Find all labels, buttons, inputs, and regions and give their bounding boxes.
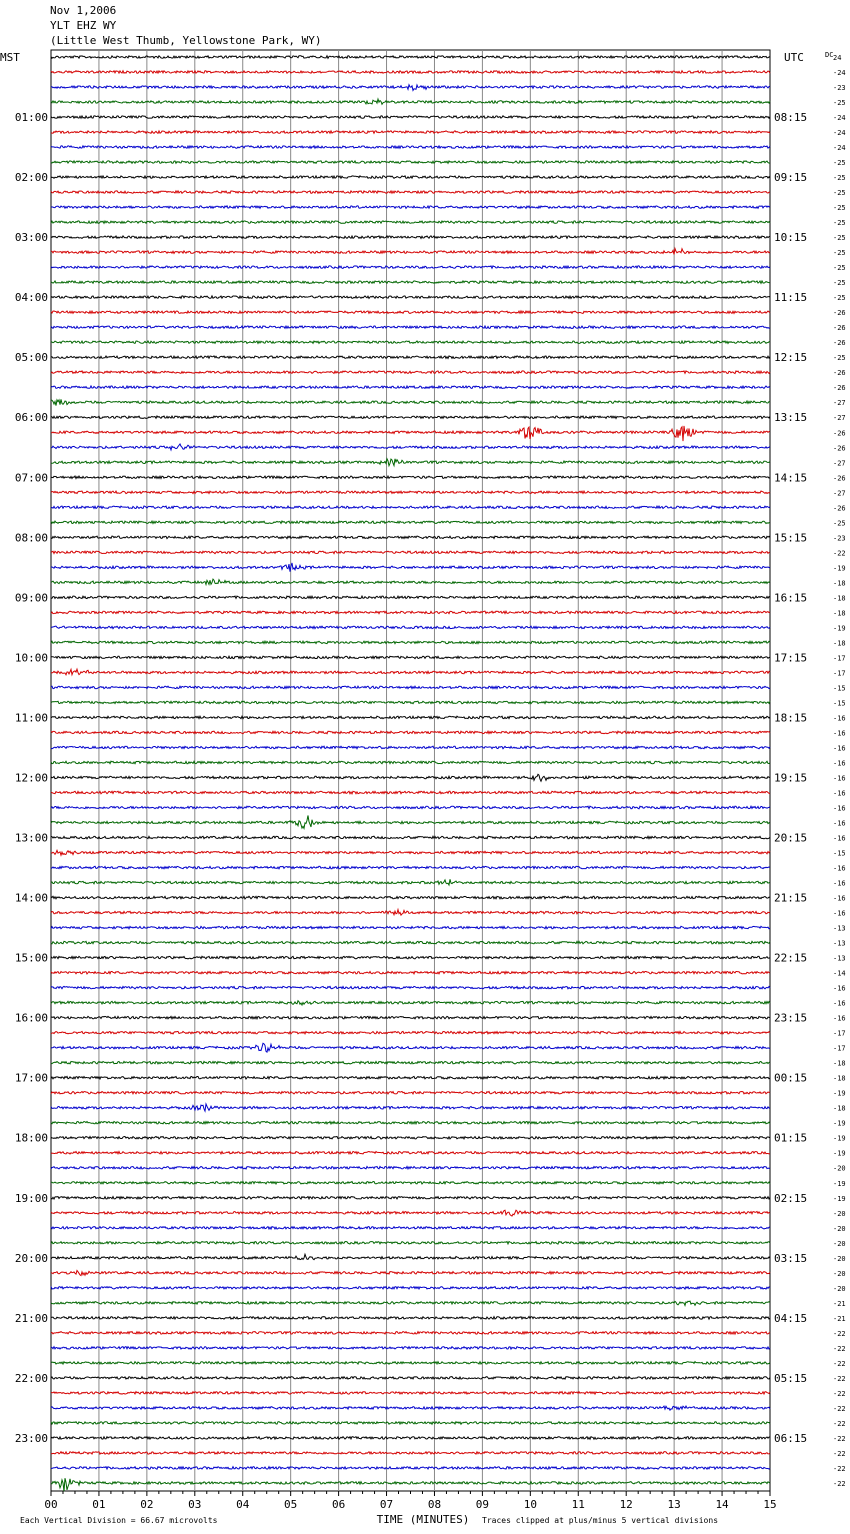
dc-offset-label: -13 [833, 939, 846, 948]
seismic-trace [51, 774, 770, 781]
left-hour-label: 03:00 [14, 231, 48, 245]
seismic-trace [51, 1478, 770, 1491]
dc-offset-label: -16 [833, 819, 846, 828]
seismic-trace [51, 491, 770, 494]
seismic-trace [51, 99, 770, 104]
seismic-trace [51, 1287, 770, 1290]
x-tick-label: 03 [188, 1498, 202, 1511]
dc-offset-label: -25 [833, 174, 846, 183]
seismic-trace [51, 1377, 770, 1380]
dc-offset-label: -17 [833, 654, 846, 663]
right-hour-label: 08:15 [774, 111, 808, 125]
dc-offset-label: -20 [833, 1284, 846, 1293]
x-tick-label: 14 [715, 1498, 729, 1511]
dc-offset-label: -16 [833, 744, 846, 753]
seismic-trace [51, 1122, 770, 1125]
seismic-trace [51, 1332, 770, 1335]
seismic-trace [51, 371, 770, 374]
dc-offset-label: -26 [833, 309, 846, 318]
x-tick-label: 06 [331, 1498, 346, 1511]
dc-offset-label: -26 [833, 324, 846, 333]
left-hour-label: 04:00 [14, 291, 48, 305]
seismic-trace [51, 866, 770, 869]
right-hour-label: 21:15 [774, 891, 808, 905]
x-axis-title: TIME (MINUTES) [376, 1513, 470, 1526]
dc-offset-label: -26 [833, 444, 846, 453]
dc-offset-label: -16 [833, 984, 846, 993]
left-hour-label: 07:00 [14, 471, 48, 485]
seismic-trace [51, 1452, 770, 1455]
dc-offset-label: -22 [833, 1479, 846, 1488]
dc-offset-label: -22 [833, 1359, 846, 1368]
right-hour-label: 12:15 [774, 351, 808, 365]
x-tick-label: 05 [284, 1498, 298, 1511]
left-hour-label: 18:00 [14, 1131, 48, 1145]
seismic-trace [51, 836, 770, 839]
dc-offset-label: -22 [833, 1344, 846, 1353]
dc-offset-label: -19 [833, 1134, 846, 1143]
seismic-trace [51, 956, 770, 959]
seismic-trace [51, 791, 770, 794]
right-hour-label: 15:15 [774, 531, 808, 545]
clip-note: Traces clipped at plus/minus 5 vertical divisions [482, 1516, 719, 1525]
dc-offset-label: -25 [833, 189, 846, 198]
dc-offset-label: -25 [833, 519, 846, 528]
right-timezone-label: UTC [784, 51, 804, 64]
seismic-trace [51, 716, 770, 719]
dc-offset-label: -16 [833, 834, 846, 843]
dc-offset-label: -24 [833, 129, 846, 138]
dc-offset-label: -19 [833, 1194, 846, 1203]
left-hour-label: 12:00 [14, 771, 48, 785]
x-tick-label: 12 [619, 1498, 633, 1511]
left-hour-label: 14:00 [14, 891, 48, 905]
x-tick-label: 08 [427, 1498, 442, 1511]
seismic-trace [51, 1362, 770, 1365]
right-hour-label: 01:15 [774, 1131, 808, 1145]
dc-offset-label: -18 [833, 579, 846, 588]
seismic-trace [51, 191, 770, 194]
dc-offset-label: -19 [833, 624, 846, 633]
right-hour-label: 20:15 [774, 831, 808, 845]
dc-offset-label: -21 [833, 1314, 846, 1323]
x-tick-label: 15 [763, 1498, 777, 1511]
dc-offset-label: -25 [833, 234, 846, 243]
dc-offset-label: -16 [833, 1014, 846, 1023]
left-hour-label: 15:00 [14, 951, 48, 965]
right-hour-label: 03:15 [774, 1251, 808, 1265]
seismic-trace [51, 71, 770, 74]
dc-offset-label: -25 [833, 219, 846, 228]
seismic-trace [51, 1347, 770, 1350]
seismic-trace [51, 236, 770, 239]
x-tick-label: 10 [523, 1498, 537, 1511]
seismic-trace [51, 701, 770, 704]
seismic-trace [51, 1031, 770, 1034]
seismic-trace [51, 1210, 770, 1216]
seismic-trace [51, 1152, 770, 1155]
seismic-trace [51, 896, 770, 899]
left-hour-label: 09:00 [14, 591, 48, 605]
seismic-trace [51, 1242, 770, 1245]
seismic-trace [51, 1467, 770, 1470]
seismic-trace [51, 386, 770, 389]
dc-offset-label: -22 [833, 1464, 846, 1473]
seismic-trace [51, 426, 770, 441]
dc-offset-label: -19 [833, 1179, 846, 1188]
dc-offset-label: -19 [833, 564, 846, 573]
seismic-trace [51, 416, 770, 419]
seismic-trace [51, 161, 770, 164]
seismic-trace [51, 1076, 770, 1079]
dc-offset-label: -14 [833, 969, 846, 978]
dc-offset-label: -17 [833, 669, 846, 678]
dc-offset-label: -25 [833, 159, 846, 168]
dc-offset-label: -19 [833, 1089, 846, 1098]
seismic-trace [51, 85, 770, 91]
seismic-trace [51, 1104, 770, 1111]
x-tick-label: 07 [379, 1498, 394, 1511]
seismic-trace [51, 971, 770, 974]
dc-offset-label: -27 [833, 459, 846, 468]
seismic-trace [51, 341, 770, 344]
seismic-trace [51, 1227, 770, 1230]
dc-offset-label: -18 [833, 1059, 846, 1068]
seismic-trace [51, 806, 770, 809]
dc-offset-label: -18 [833, 639, 846, 648]
left-hour-label: 11:00 [14, 711, 48, 725]
dc-offset-label: -27 [833, 489, 846, 498]
seismic-trace [51, 356, 770, 359]
dc-offset-label: -16 [833, 909, 846, 918]
dc-offset-label: -26 [833, 504, 846, 513]
right-hour-label: 23:15 [774, 1011, 808, 1025]
dc-offset-label: -16 [833, 864, 846, 873]
dc-label: DC [825, 51, 834, 59]
seismic-trace [51, 816, 770, 829]
seismic-trace [51, 1197, 770, 1200]
dc-offset-label: -22 [833, 1329, 846, 1338]
seismic-trace [51, 206, 770, 209]
dc-offset-label: -15 [833, 684, 846, 693]
right-hour-label: 09:15 [774, 171, 808, 185]
dc-offset-label: -24 [833, 114, 846, 123]
seismic-trace [51, 281, 770, 284]
seismic-trace [51, 536, 770, 539]
seismic-trace [51, 116, 770, 119]
dc-offset-label: -21 [833, 1299, 846, 1308]
dc-offset-label: -20 [833, 1164, 846, 1173]
seismic-trace [51, 986, 770, 989]
seismic-trace [51, 879, 770, 885]
right-hour-label: 05:15 [774, 1371, 808, 1385]
dc-offset-label: -27 [833, 399, 846, 408]
seismic-trace [51, 146, 770, 149]
seismic-trace [51, 1137, 770, 1140]
dc-offset-label: -17 [833, 1029, 846, 1038]
right-hour-label: 04:15 [774, 1311, 808, 1325]
plot-frame [51, 50, 770, 1491]
left-hour-label: 02:00 [14, 171, 48, 185]
left-hour-label: 13:00 [14, 831, 48, 845]
dc-offset-label: -25 [833, 294, 846, 303]
right-hour-label: 19:15 [774, 771, 808, 785]
dc-offset-label: -25 [833, 354, 846, 363]
dc-offset-label: -22 [833, 1389, 846, 1398]
seismic-trace [51, 1301, 770, 1305]
dc-offset-label: -18 [833, 1104, 846, 1113]
dc-offset-label: -27 [833, 414, 846, 423]
seismic-trace [51, 1043, 770, 1052]
seismic-trace [51, 926, 770, 929]
right-hour-label: 02:15 [774, 1191, 808, 1205]
x-tick-label: 11 [571, 1498, 585, 1511]
seismic-trace [51, 1317, 770, 1320]
dc-offset-label: -20 [833, 1269, 846, 1278]
seismic-trace [51, 611, 770, 614]
left-hour-label: 17:00 [14, 1071, 48, 1085]
dc-offset-label: -19 [833, 1119, 846, 1128]
seismic-trace [51, 506, 770, 509]
left-timezone-label: MST [0, 51, 20, 64]
left-hour-label: 19:00 [14, 1191, 48, 1205]
seismic-trace [51, 266, 770, 269]
dc-offset-label: -22 [833, 1374, 846, 1383]
dc-offset-label: -26 [833, 384, 846, 393]
seismic-trace [51, 1271, 770, 1276]
station-name: YLT EHZ WY [50, 19, 117, 32]
dc-offset-label: -25 [833, 99, 846, 108]
seismic-trace [51, 656, 770, 659]
dc-offset-label: -18 [833, 1074, 846, 1083]
vertical-division-note: Each Vertical Division = 66.67 microvolts [20, 1516, 218, 1525]
seismic-trace [51, 746, 770, 749]
right-hour-label: 18:15 [774, 711, 808, 725]
seismic-trace [51, 551, 770, 554]
dc-offset-label: -16 [833, 804, 846, 813]
dc-offset-label: -26 [833, 474, 846, 483]
dc-offset-label: -17 [833, 1044, 846, 1053]
dc-offset-label: -23 [833, 84, 846, 93]
seismic-trace [51, 850, 770, 855]
dc-offset-label: -16 [833, 879, 846, 888]
seismic-trace [51, 1182, 770, 1185]
seismic-trace [51, 910, 770, 916]
seismic-trace [51, 399, 770, 405]
seismic-trace [51, 221, 770, 224]
seismic-trace [51, 131, 770, 134]
seismic-trace [51, 941, 770, 944]
dc-offset-label: -22 [833, 1449, 846, 1458]
x-tick-label: 02 [140, 1498, 154, 1511]
seismic-trace [51, 1167, 770, 1170]
x-tick-label: 01 [92, 1498, 106, 1511]
seismic-trace [51, 563, 770, 572]
dc-offset-label: -22 [833, 549, 846, 558]
left-hour-label: 05:00 [14, 351, 48, 365]
seismic-trace [51, 579, 770, 584]
left-hour-label: 20:00 [14, 1251, 48, 1265]
seismic-trace [51, 249, 770, 255]
right-hour-label: 10:15 [774, 231, 808, 245]
dc-offset-label: -20 [833, 1239, 846, 1248]
station-location: (Little West Thumb, Yellowstone Park, WY) [50, 34, 322, 47]
right-hour-label: 14:15 [774, 471, 808, 485]
seismic-trace [51, 1061, 770, 1064]
dc-offset-label: -22 [833, 1434, 846, 1443]
dc-offset-label: -16 [833, 894, 846, 903]
right-hour-label: 00:15 [774, 1071, 808, 1085]
chart-date: Nov 1,2006 [50, 4, 117, 17]
dc-offset-label: -16 [833, 789, 846, 798]
seismic-trace [51, 1392, 770, 1395]
left-hour-label: 10:00 [14, 651, 48, 665]
dc-offset-label: -20 [833, 1224, 846, 1233]
dc-offset-label: -22 [833, 1404, 846, 1413]
seismic-trace [51, 1016, 770, 1019]
seismic-trace [51, 444, 770, 450]
dc-offset-label: -20 [833, 1209, 846, 1218]
seismic-trace [51, 761, 770, 764]
dc-offset-label: -25 [833, 279, 846, 288]
left-hour-label: 21:00 [14, 1311, 48, 1325]
seismic-trace [51, 176, 770, 179]
dc-offset-label: -15 [833, 699, 846, 708]
seismic-trace [51, 56, 770, 59]
x-tick-label: 13 [667, 1498, 681, 1511]
seismic-trace [51, 669, 770, 675]
seismic-trace [51, 521, 770, 524]
seismic-trace [51, 311, 770, 314]
dc-offset-label: -15 [833, 849, 846, 858]
dc-offset-label: -26 [833, 429, 846, 438]
right-hour-label: 16:15 [774, 591, 808, 605]
seismic-trace [51, 1001, 770, 1005]
left-hour-label: 08:00 [14, 531, 48, 545]
right-hour-label: 13:15 [774, 411, 808, 425]
dc-offset-label: -16 [833, 999, 846, 1008]
dc-offset-label: -24 [833, 69, 846, 78]
seismic-trace [51, 596, 770, 599]
dc-offset-label: -26 [833, 339, 846, 348]
dc-offset-label: -20 [833, 1254, 846, 1263]
dc-offset-label: -16 [833, 774, 846, 783]
dc-offset-label: -13 [833, 924, 846, 933]
dc-offset-label: -18 [833, 609, 846, 618]
dc-offset-label: -13 [833, 954, 846, 963]
dc-offset-label: -24 [833, 144, 846, 153]
x-tick-label: 09 [475, 1498, 490, 1511]
x-tick-label: 00 [44, 1498, 58, 1511]
x-tick-label: 04 [236, 1498, 250, 1511]
dc-offset-label: -25 [833, 204, 846, 213]
right-hour-label: 17:15 [774, 651, 808, 665]
right-hour-label: 22:15 [774, 951, 808, 965]
dc-offset-label: -25 [833, 249, 846, 258]
seismic-trace [51, 1406, 770, 1410]
seismic-trace [51, 686, 770, 689]
seismic-trace [51, 296, 770, 299]
seismic-trace [51, 476, 770, 479]
dc-offset-label: -18 [833, 594, 846, 603]
dc-offset-label: 24 [833, 54, 842, 62]
dc-offset-label: -25 [833, 264, 846, 273]
right-hour-label: 11:15 [774, 291, 808, 305]
dc-offset-label: -16 [833, 759, 846, 768]
dc-offset-label: -26 [833, 369, 846, 378]
dc-offset-label: -23 [833, 534, 846, 543]
right-hour-label: 06:15 [774, 1431, 808, 1445]
dc-offset-label: -16 [833, 714, 846, 723]
seismic-trace [51, 641, 770, 644]
seismic-trace [51, 626, 770, 628]
seismic-trace [51, 1254, 770, 1259]
left-hour-label: 22:00 [14, 1371, 48, 1385]
dc-offset-label: -22 [833, 1419, 846, 1428]
left-hour-label: 06:00 [14, 411, 48, 425]
left-hour-label: 16:00 [14, 1011, 48, 1025]
seismic-trace [51, 326, 770, 329]
dc-offset-label: -19 [833, 1149, 846, 1158]
dc-offset-label: -16 [833, 729, 846, 738]
seismic-trace [51, 1437, 770, 1440]
seismic-trace [51, 731, 770, 734]
left-hour-label: 23:00 [14, 1431, 48, 1445]
seismic-trace [51, 1092, 770, 1094]
left-hour-label: 01:00 [14, 111, 48, 125]
seismic-trace [51, 1422, 770, 1425]
seismic-trace [51, 459, 770, 466]
